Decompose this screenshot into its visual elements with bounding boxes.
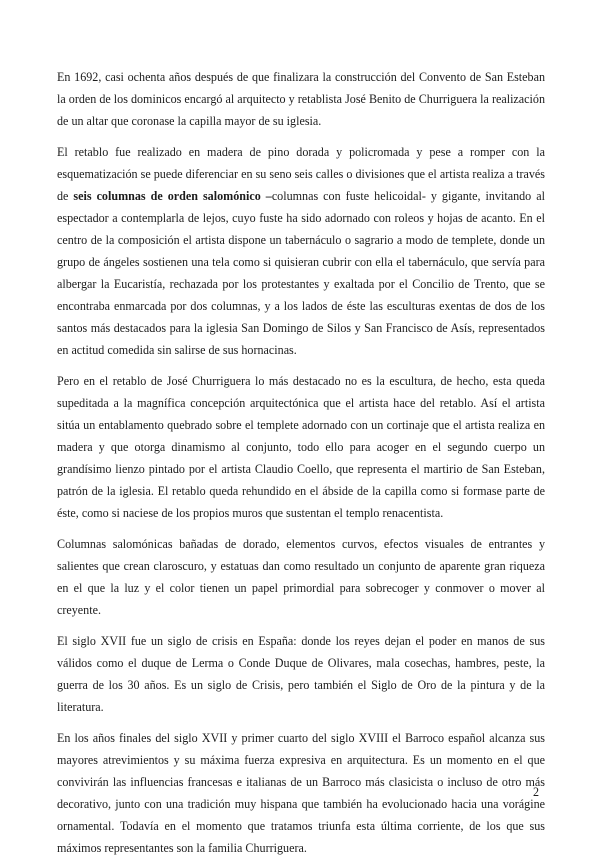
paragraph-3: Pero en el retablo de José Churriguera lo más destacado no es la escultura, de hecho, esta queda supeditada a la magnífica concepción arquitectónica que el artista hace del retablo. Así el artista sitúa un entablamento quebrado sobre el templete adornado con un cortinaje que el artista realiza en madera y que otorga dinamismo al conjunto, todo ello para acoger en el segundo cuerpo un grandísimo lienzo pintado por el artista Claudio Coello, que representa el martirio de San Esteban, patrón de la iglesia. El retablo queda rehundido en el ábside de la capilla como si formase parte de éste, como si naciese de los propios muros que sustentan el templo renacentista. bbox=[57, 374, 545, 520]
paragraph-4: Columnas salomónicas bañadas de dorado, elementos curvos, efectos visuales de entrantes y salientes que crean claroscuro, y estatuas dan como resultado un conjunto de aparente gran riqueza en el que la luz y el color tienen un papel primordial para sobrecoger y conmover o mover al creyente. bbox=[57, 537, 545, 617]
paragraph-2-bold-phrase: seis columnas de orden salomónico – bbox=[73, 189, 272, 203]
paragraph-6: En los años finales del siglo XVII y primer cuarto del siglo XVIII el Barroco español alcanza sus mayores atrevimientos y su máxima fuerza expresiva en arquitectura. Es un momento en el que convivirán las influencias francesas e italianas de un Barroco más clasicista o incluso de otro más decorativo, junto con una tradición muy hispana que también ha evolucionado hacia una vorágine ornamental. Todavía en el momento que tratamos triunfa esta última corriente, de los que sus máximos representantes son la familia Churriguera. bbox=[57, 731, 545, 855]
paragraph-1: En 1692, casi ochenta años después de que finalizara la construcción del Convento de San Esteban la orden de los dominicos encargó al arquitecto y retablista José Benito de Churriguera la realización de un altar que coronase la capilla mayor de su iglesia. bbox=[57, 70, 545, 128]
document-body bbox=[57, 66, 545, 868]
paragraph-5: El siglo XVII fue un siglo de crisis en España: donde los reyes dejan el poder en manos de sus válidos como el duque de Lerma o Conde Duque de Olivares, mala cosechas, hambres, peste, la guerra de los 30 años. Es un siglo de Crisis, pero también el Siglo de Oro de la pintura y de la literatura. bbox=[57, 634, 545, 714]
paragraph-2-text-start: El retablo fue realizado en madera de pino dorada y policromada y pese a romper con la esquematización se puede diferenciar en su seno seis calles o divisiones que el artista realiza a través de bbox=[57, 145, 545, 203]
paragraph-2 bbox=[57, 141, 545, 361]
paragraph-2-text-end: columnas con fuste helicoidal- y gigante, invitando al espectador a contemplarla de lejos, cuyo fuste ha sido adornado con roleos y hojas de acanto. En el centro de la composición el artista dispone un tabernáculo o sagrario a modo de templete, donde un grupo de ángeles sostienen una tela como si quisieran cubrir con ella el tabernáculo, que servía para albergar la Eucaristía, rechazada por los protestantes y exaltada por el Concilio de Trento, que se encontraba enmarcada por dos columnas, y a los lados de éste las esculturas exentas de dos de los santos más destacados para la iglesia San Domingo de Silos y San Francisco de Asís, representados en actitud comedida sin salirse de sus hornacinas. bbox=[57, 189, 545, 357]
page-number: 2 bbox=[533, 785, 540, 799]
